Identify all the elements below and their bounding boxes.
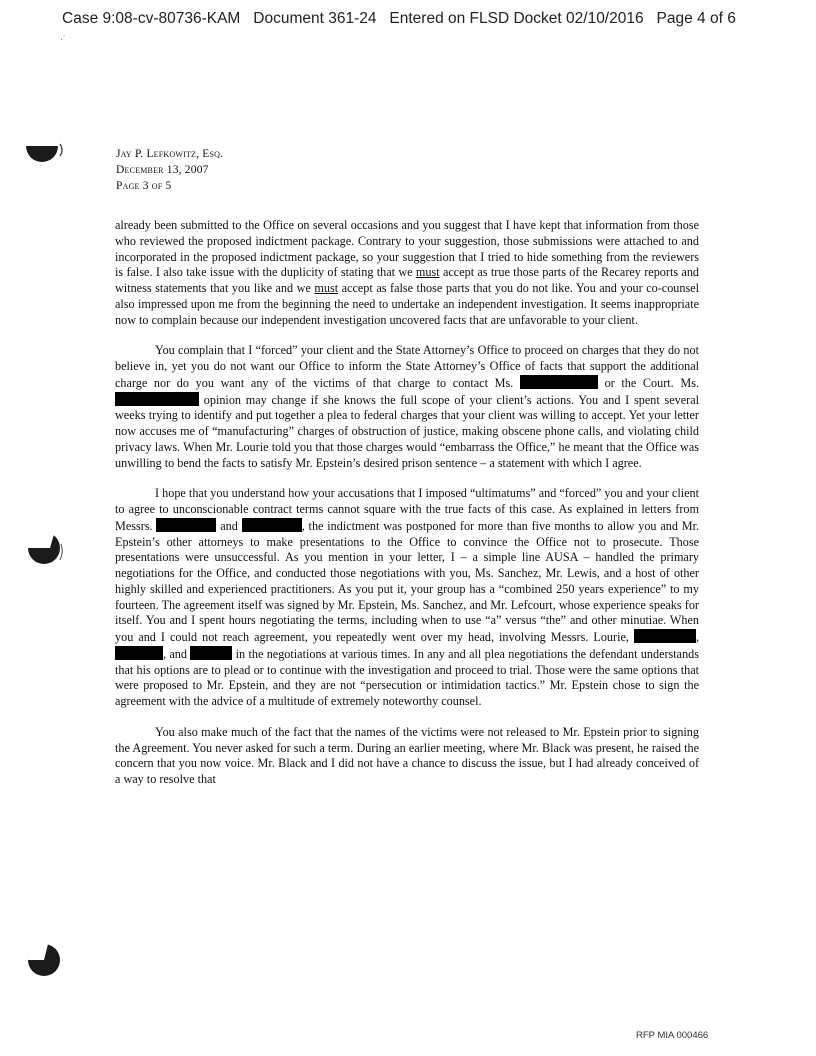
- underlined-word: must: [314, 281, 339, 295]
- hole-punch-icon: [20, 522, 66, 568]
- hole-punch-icon: [20, 124, 66, 170]
- entered-date: Entered on FLSD Docket 02/10/2016: [389, 10, 644, 27]
- hole-punch-icon: [18, 934, 64, 980]
- bates-number: RFP MIA 000466: [636, 1030, 709, 1041]
- letter-date: December 13, 2007: [116, 164, 209, 176]
- letter-page-header: [116, 146, 223, 194]
- paragraph: already been submitted to the Office on several occasions and you suggest that I have kept that information from those who reviewed the proposed indictment package. Contrary to your suggestion, those submissions were attached to and incorporated in the proposed indictment package, so your suggestion that I tried to hide something from the reviewers is false. I also take issue with the duplicity of stating that we must accept as true those parts of the Recarey reports and witness statements that you like and we must accept as false those parts that you do not like. You and your co-counsel also impressed upon me from the beginning the need to undertake an independent investigation. It seems inappropriate now to complain because our independent investigation uncovered facts that are unfavorable to your client.: [115, 218, 700, 327]
- redaction-box: [115, 646, 163, 660]
- docket-page-number: Page 4 of 6: [656, 10, 736, 27]
- scan-speck: ·˙: [60, 34, 66, 44]
- paragraph: I hope that you understand how your accusations that I imposed “ultimatums” and “forced” you and your client to agree to unconscionable contract terms cannot square with the true facts of this case. As explained in letters from Messrs. and , the indictment was postponed for more than five months to allow you and Mr. Epstein’s other attorneys to make presentations to the Office to convince the Office not to prosecute. Those presentations were unsuccessful. As you mention in your letter, I – a simple line AUSA – handled the primary negotiations for the Office, and conducted those negotiations with you, Ms. Sanchez, Mr. Lewis, and a host of other highly skilled and experienced practitioners. As you put it, your group has a “combined 250 years experience” to my fourteen. The agreement itself was signed by Mr. Epstein, Ms. Sanchez, and Mr. Lefcourt, whose experience speaks for itself. You and I spent hours negotiating the terms, including when to use “a” versus “the” and other minutiae. When you and I could not reach agreement, you repeatedly went over my head, involving Messrs. Lourie, , , and in the negotiations at various times. In any and all plea negotiations the defendant understands that his options are to plead or to continue with the investigation and proceed to trial. Those were the same options that were proposed to Mr. Epstein, and they are not “persecution or intimidation tactics.” Mr. Epstein chose to sign the agreement with the advice of a multitude of extremely noteworthy counsel.: [115, 486, 700, 708]
- redaction-box: [242, 518, 302, 532]
- paragraph: You complain that I “forced” your client and the State Attorney’s Office to proceed on charges that they do not believe in, yet you do not want our Office to inform the State Attorney’s Office of facts that support the additional charge nor do you want any of the victims of that charge to contact Ms. or the Court. Ms. opinion may change if she knows the full scope of your client’s actions. You and I spent several weeks trying to identify and put together a plea to federal charges that your client was willing to accept. Yet your letter now accuses me of “manufacturing” charges of obstruction of justice, making obscene phone calls, and violating child privacy laws. When Mr. Lourie told you that those charges would “embarrass the Office,” he meant that the Office was unwilling to bend the facts to satisfy Mr. Epstein’s desired prison sentence – a statement with which I agree.: [115, 343, 700, 470]
- paragraph: You also make much of the fact that the names of the victims were not released to Mr. Epstein prior to signing the Agreement. You never asked for such a term. During an earlier meeting, where Mr. Black was present, he raised the concern that you now voice. Mr. Black and I did not have a chance to discuss the issue, but I had already conceived of a way to resolve that: [115, 724, 699, 786]
- redaction-box: [520, 375, 598, 389]
- letter-page-number: Page 3 of 5: [116, 180, 172, 192]
- redaction-box: [156, 518, 216, 532]
- document-number: Document 361-24: [253, 10, 377, 27]
- case-number: Case 9:08-cv-80736-KAM: [62, 10, 241, 27]
- redaction-box: [115, 392, 199, 406]
- letter-body: [115, 218, 699, 803]
- recipient-name: Jay P. Lefkowitz, Esq.: [116, 148, 224, 160]
- redaction-box: [634, 629, 696, 643]
- redaction-box: [190, 646, 232, 660]
- docket-header: [62, 10, 802, 28]
- underlined-word: must: [415, 265, 440, 280]
